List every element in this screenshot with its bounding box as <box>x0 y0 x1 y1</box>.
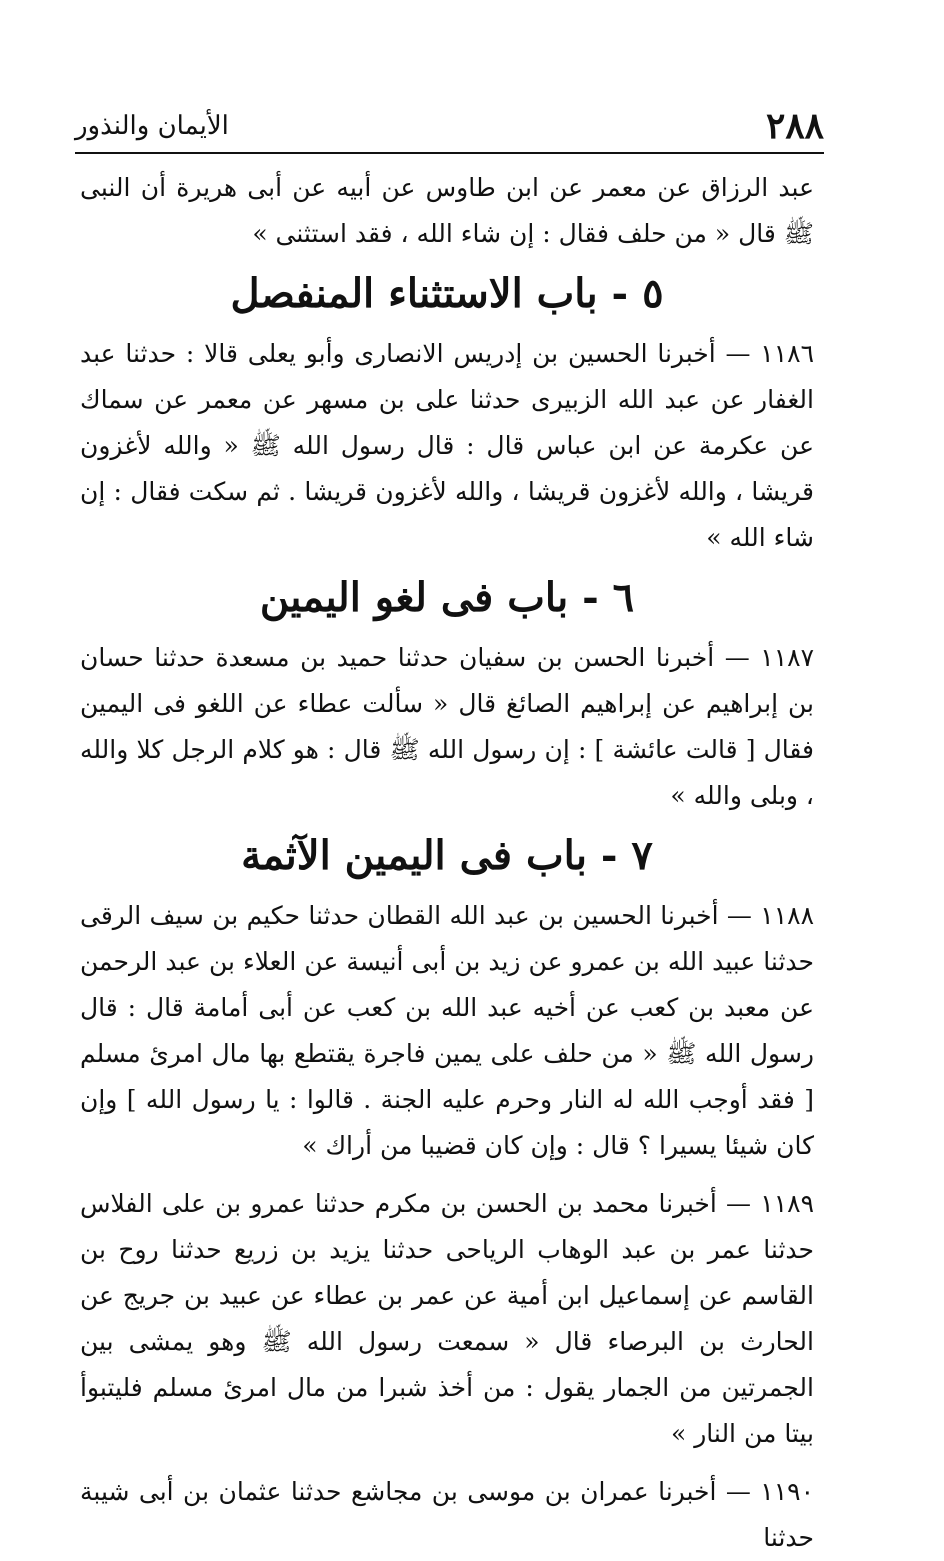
hadith-1188: ١١٨٨ — أخبرنا الحسين بن عبد الله القطان حدثنا حكيم بن سيف الرقى حدثنا عبيد الله بن عمرو عن زيد بن أبى أنيسة عن العلاء بن عبد الرحمن عن معبد بن كعب عن أخيه عبد الله بن كعب عن أبى أمامة قال : قال رسول الله ﷺ « من حلف على يمين فاجرة يقتطع بها مال امرئ مسلم [ فقد أوجب الله له النار وحرم عليه الجنة . قالوا : يا رسول الله ] وإن كان شيئا يسيرا ؟ قال : وإن كان قضيبا من أراك » <box>80 901 814 1160</box>
spacer <box>80 1457 814 1469</box>
hadith-1186: ١١٨٦ — أخبرنا الحسين بن إدريس الانصارى وأبو يعلى قالا : حدثنا عبد الغفار عن عبد الله الزبيرى حدثنا على بن مسهر عن معمر عن سماك عن عكرمة عن ابن عباس قال : قال رسول الله ﷺ « والله لأغزون قريشا ، والله لأغزون قريشا ، والله لأغزون قريشا . ثم سكت فقال : إن شاء الله » <box>80 339 814 552</box>
running-title: الأيمان والنذور <box>75 111 229 141</box>
page-number: ٢٨٨ <box>765 105 824 147</box>
spacer <box>80 1169 814 1181</box>
hadith-1189: ١١٨٩ — أخبرنا محمد بن الحسن بن مكرم حدثنا عمرو بن على الفلاس حدثنا عمر بن عبد الوهاب الرياحى حدثنا يزيد بن زريع حدثنا روح بن القاسم عن إسماعيل ابن أمية عن عمر بن عطاء عن عبيد بن جريج عن الحارث بن البرصاء قال « سمعت رسول الله ﷺ وهو يمشى بين الجمرتين من الجمار يقول : من أخذ شبرا من مال امرئ مسلم فليتبوأ بيتا من النار » <box>80 1189 814 1448</box>
chapter-7-heading: ٧ - باب فى اليمين الآثمة <box>241 832 653 879</box>
intro-paragraph: عبد الرزاق عن معمر عن ابن طاوس عن أبيه عن أبى هريرة أن النبى ﷺ قال « من حلف فقال : إن شاء الله ، فقد استثنى » <box>80 173 814 248</box>
page-header <box>75 100 824 154</box>
hadith-1187: ١١٨٧ — أخبرنا الحسن بن سفيان حدثنا حميد بن مسعدة حدثنا حسان بن إبراهيم عن إبراهيم الصائغ قال « سألت عطاء عن اللغو فى اليمين فقال [ قالت عائشة ] : إن رسول الله ﷺ قال : هو كلام الرجل كلا والله ، وبلى والله » <box>80 643 814 810</box>
chapter-6-heading: ٦ - باب فى لغو اليمين <box>259 574 635 621</box>
chapter-5-heading: ٥ - باب الاستثناء المنفصل <box>230 270 664 317</box>
page-body <box>80 165 814 1561</box>
hadith-1190: ١١٩٠ — أخبرنا عمران بن موسى بن مجاشع حدثنا عثمان بن أبى شيبة حدثنا <box>80 1477 814 1552</box>
